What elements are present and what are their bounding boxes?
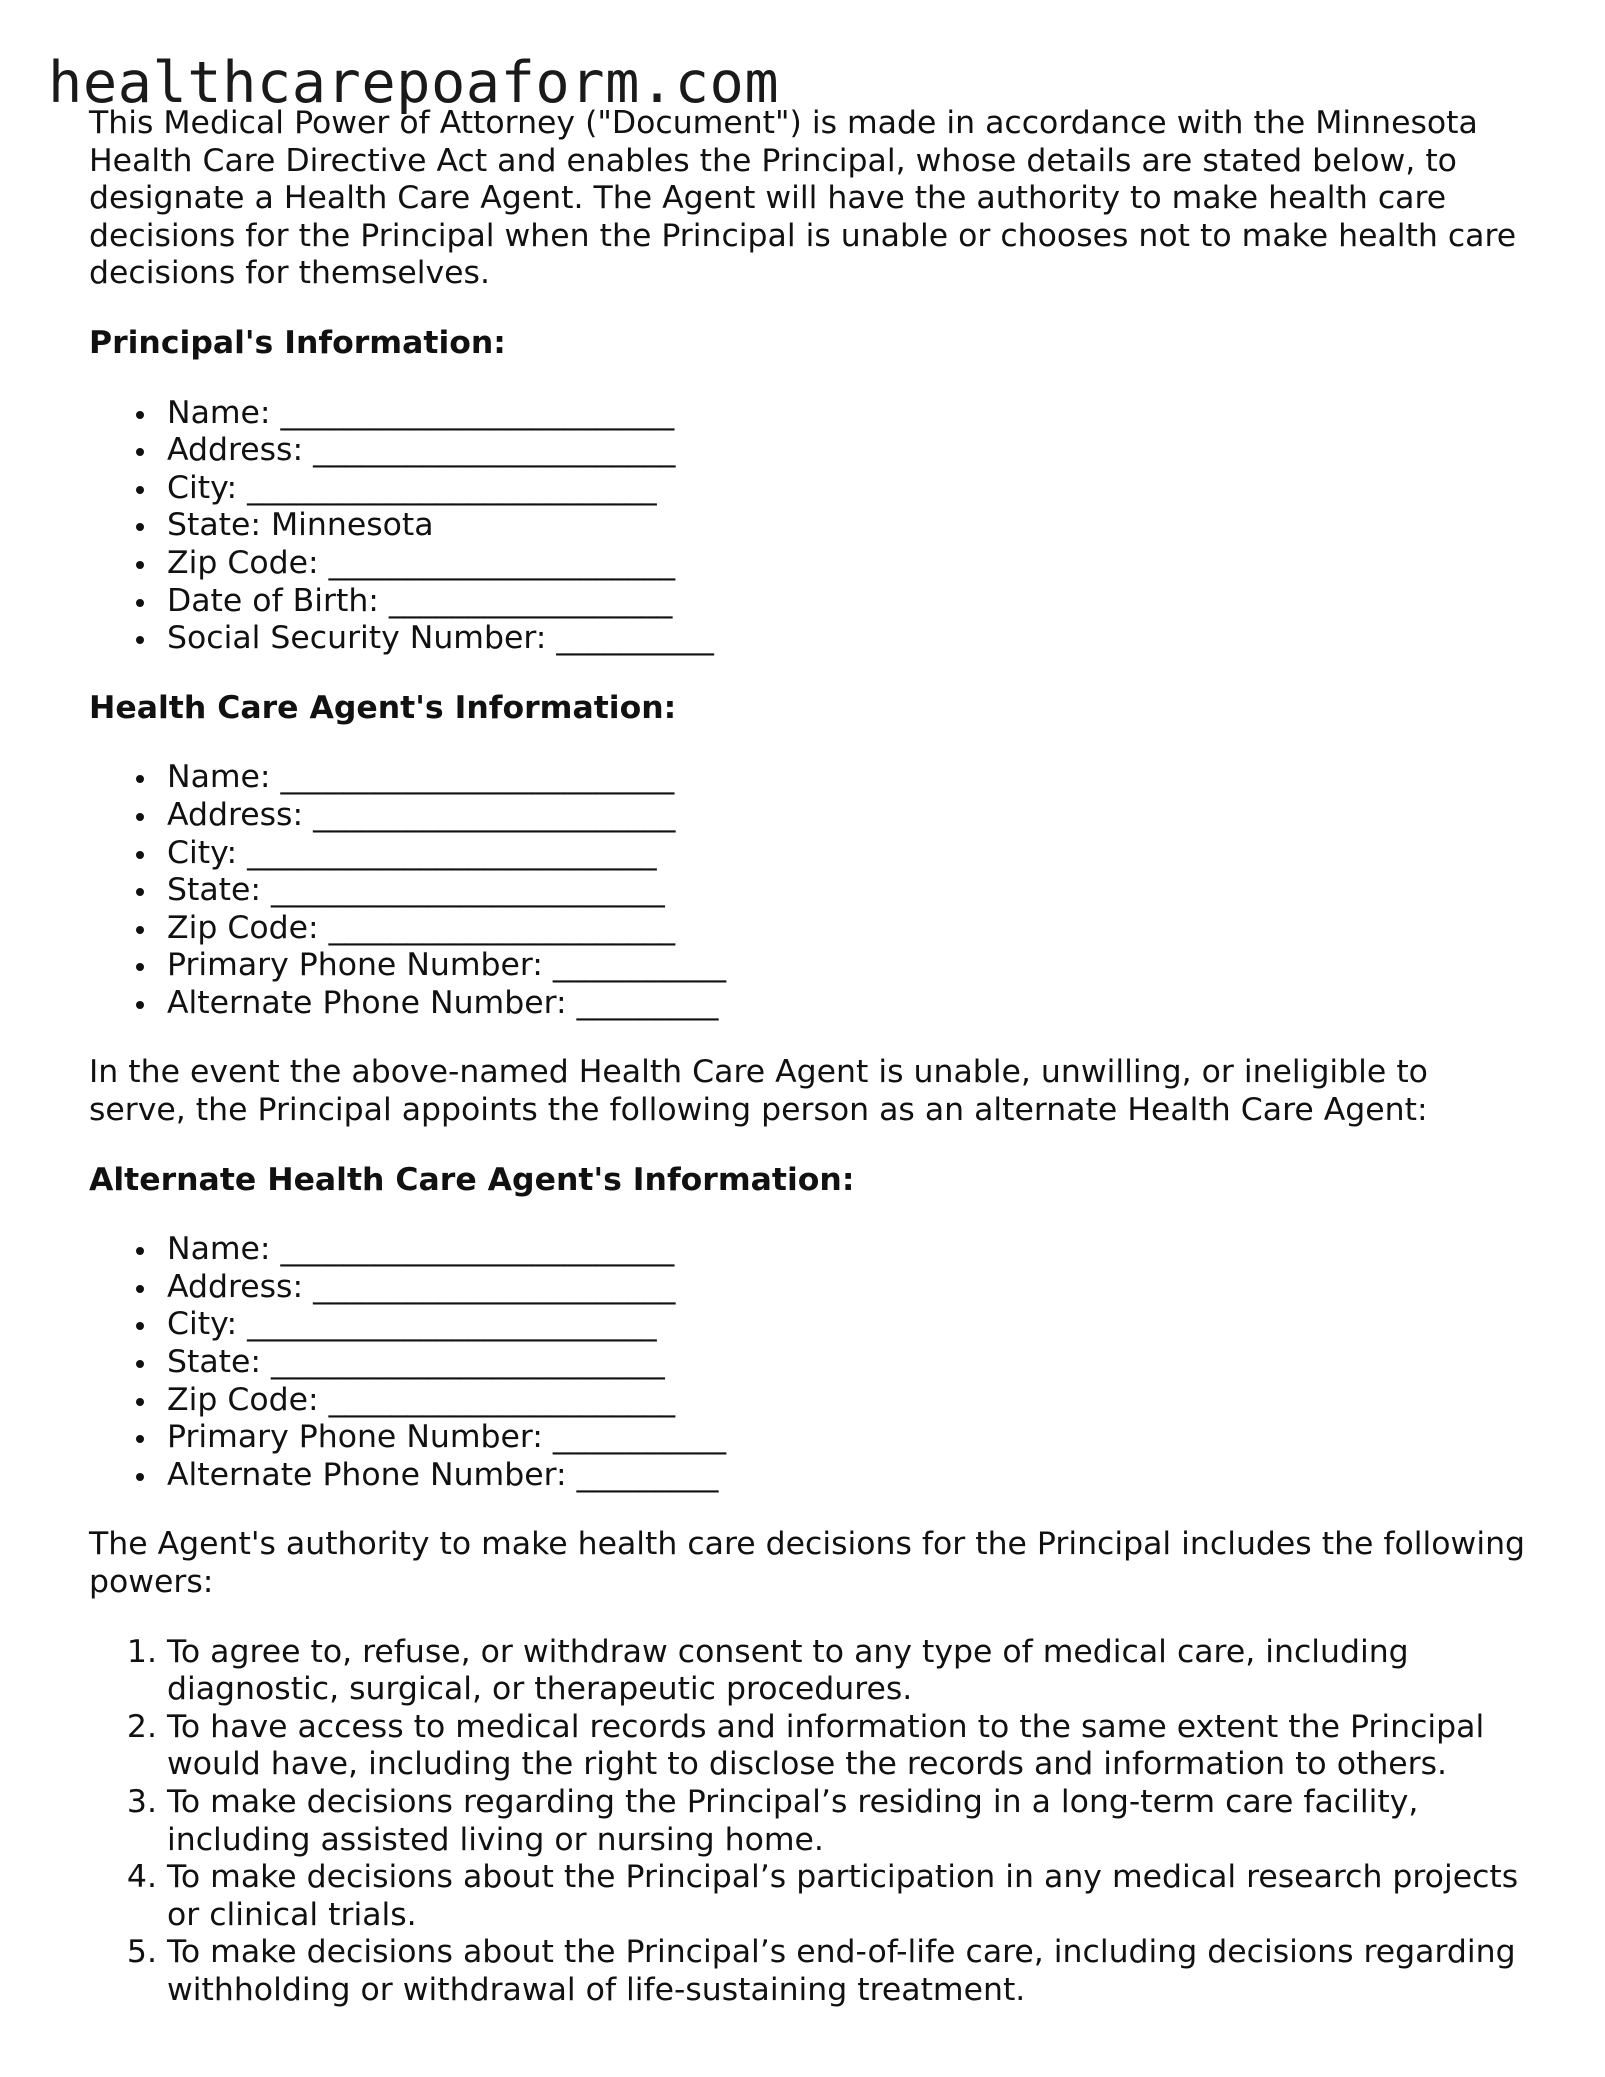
alternate-field-alternate-phone: Alternate Phone Number: _________ [167,1457,1529,1495]
agent-field-alternate-phone: Alternate Phone Number: _________ [167,985,1529,1023]
power-item-end-of-life: 5. To make decisions about the Principal’s end-of-life care, including decisions regarding withholding or withdrawal of life-sustaining treatment. [167,1934,1529,2009]
principal-heading: Principal's Information: [89,324,506,361]
agent-field-address: Address: _______________________ [167,797,1529,835]
alternate-field-state: State: _________________________ [167,1344,1529,1382]
agent-field-zip: Zip Code: ______________________ [167,910,1529,948]
agent-field-primary-phone: Primary Phone Number: ___________ [167,947,1529,985]
alternate-agent-heading: Alternate Health Care Agent's Information: [89,1161,855,1198]
agent-heading: Health Care Agent's Information: [89,689,677,726]
alternate-field-address: Address: _______________________ [167,1269,1529,1307]
principal-field-address: Address: _______________________ [167,432,1529,470]
principal-field-ssn: Social Security Number: __________ [167,620,1529,658]
agent-field-city: City: __________________________ [167,835,1529,873]
alternate-field-name: Name: _________________________ [167,1231,1529,1269]
principal-field-dob: Date of Birth: __________________ [167,583,1529,621]
intro-paragraph: This Medical Power of Attorney ("Document") is made in accordance with the Minnesota Health Care Directive Act and enables the Principal, whose details are stated below, to designate a Health Care Agent. The Agent will have the authority to make health care decisions for the Principal when the Principal is unable or chooses not to make health care decisions for themselves. [89,105,1517,292]
alternate-intro-paragraph: In the event the above-named Health Care Agent is unable, unwilling, or ineligible to serve, the Principal appoints the following person as an alternate Health Care Agent: [89,1054,1428,1129]
alternate-field-primary-phone: Primary Phone Number: ___________ [167,1419,1529,1457]
alternate-field-city: City: __________________________ [167,1306,1529,1344]
principal-field-zip: Zip Code: ______________________ [167,545,1529,583]
power-item-medical-consent: 1. To agree to, refuse, or withdraw consent to any type of medical care, including diagnostic, surgical, or therapeutic procedures. [167,1634,1529,1709]
principal-field-state: State: Minnesota [167,507,1529,545]
document-body [89,105,1529,2010]
powers-list [89,1634,1529,2010]
agent-fields-list [89,759,1529,1022]
principal-field-name: Name: _________________________ [167,395,1529,433]
principal-fields-list [89,395,1529,658]
site-watermark: healthcarepoaform.com [48,50,780,116]
agent-field-state: State: _________________________ [167,872,1529,910]
alternate-field-zip: Zip Code: ______________________ [167,1382,1529,1420]
power-item-care-facility: 3. To make decisions regarding the Principal’s residing in a long-term care facility, including assisted living or nursing home. [167,1784,1529,1859]
principal-field-city: City: __________________________ [167,470,1529,508]
agent-field-name: Name: _________________________ [167,759,1529,797]
alternate-agent-fields-list [89,1231,1529,1494]
powers-intro-paragraph: The Agent's authority to make health care decisions for the Principal includes the following powers: [89,1526,1526,1600]
power-item-research: 4. To make decisions about the Principal’s participation in any medical research projects or clinical trials. [167,1859,1529,1934]
power-item-medical-records: 2. To have access to medical records and information to the same extent the Principal would have, including the right to disclose the records and information to others. [167,1709,1529,1784]
